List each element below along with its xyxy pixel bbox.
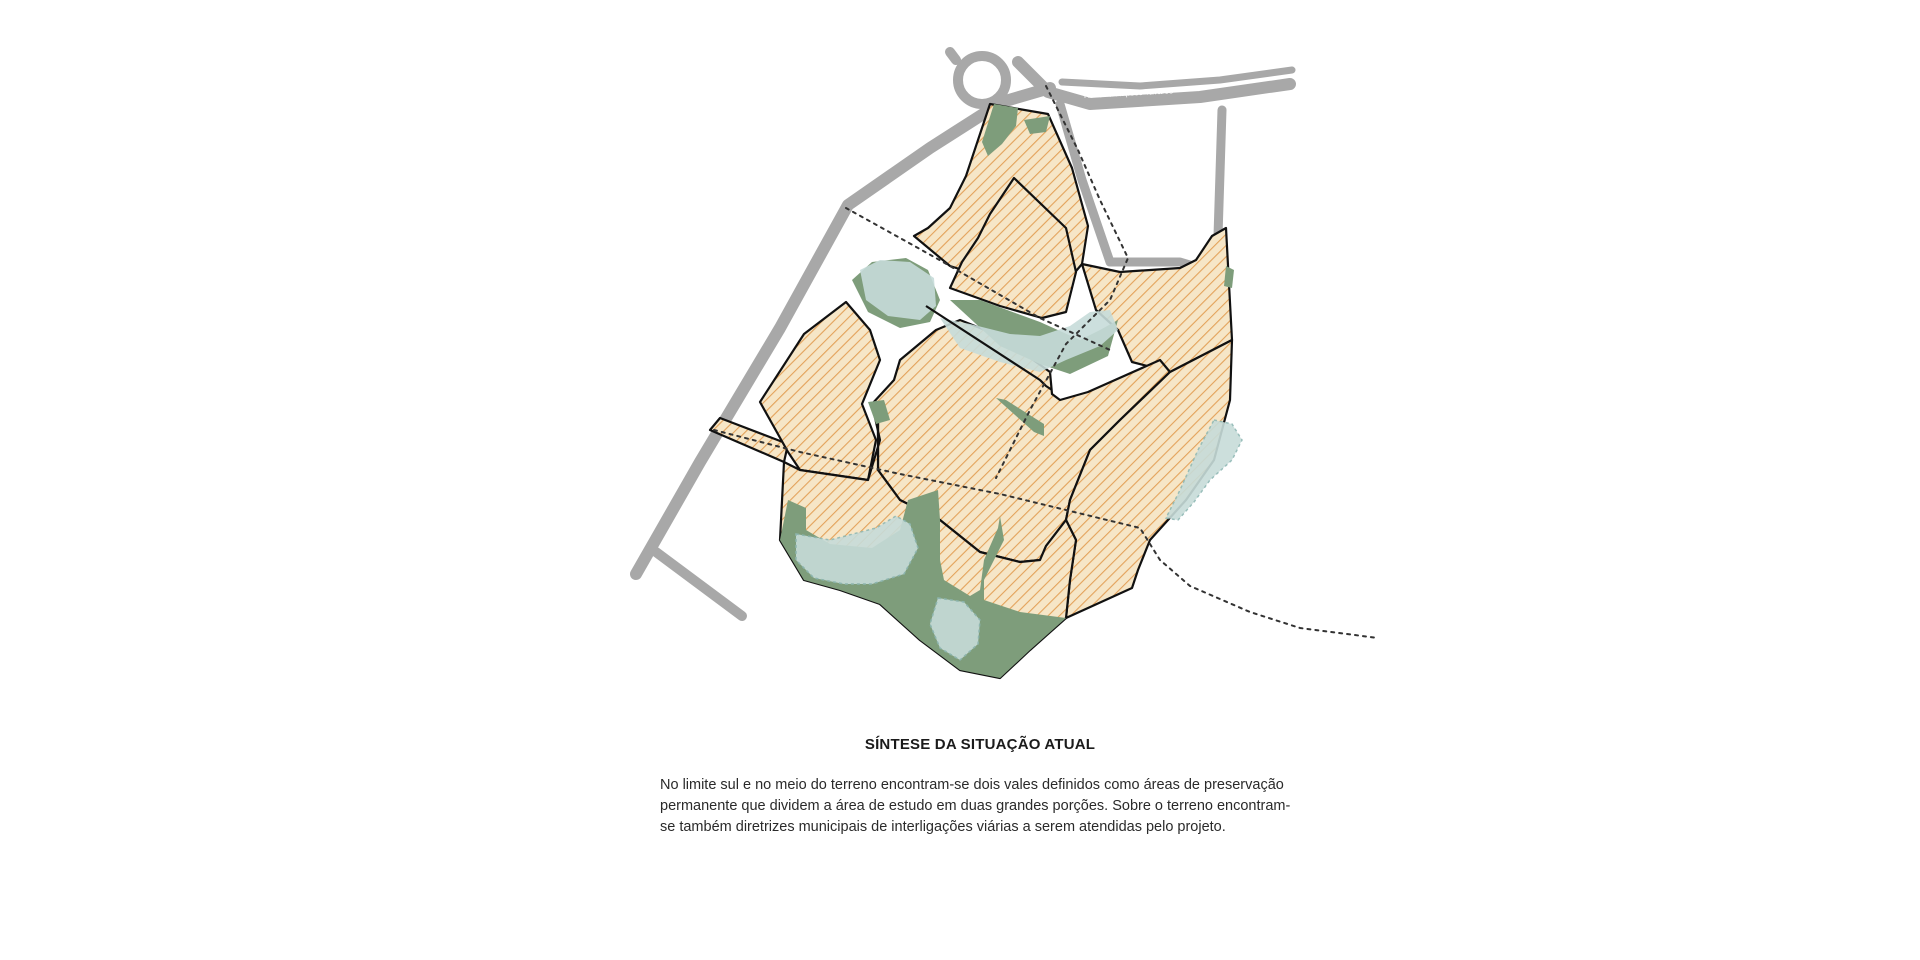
roundabout — [958, 56, 1006, 104]
road-roundabout-north — [950, 52, 956, 60]
road-southwest-branch — [656, 552, 742, 616]
study-area — [710, 104, 1232, 678]
road-label-raposo-tavares: Rodovia Raposo Tavares — [1083, 86, 1174, 100]
caption — [660, 736, 1300, 838]
road-label-bunjiro-nakao: Rod. Bunjiro Nakao — [765, 236, 809, 301]
caption-body: No limite sul e no meio do terreno encontram-se dois vales definidos como áreas de preservação permanente que dividem a área de estudo em duas grandes porções. Sobre o terreno encontram-se também diretrizes municipais de interligações viárias a serem atendidas pelo projeto. — [660, 777, 1291, 835]
caption-title: SÍNTESE DA SITUAÇÃO ATUAL — [864, 736, 1096, 753]
